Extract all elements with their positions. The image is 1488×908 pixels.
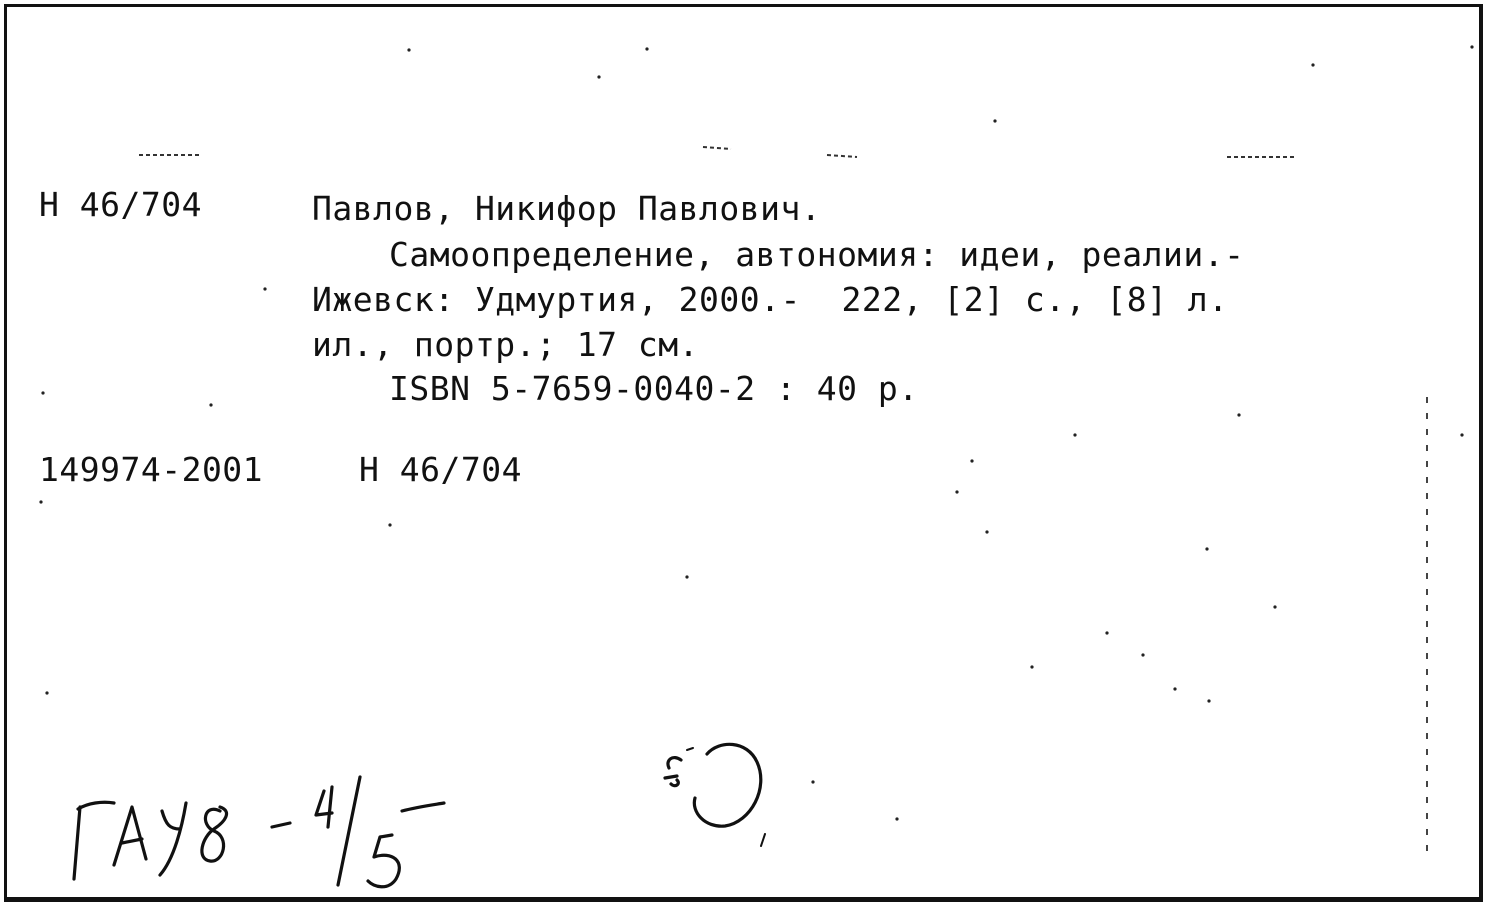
author-heading: Павлов, Никифор Павлович. xyxy=(312,189,822,228)
stamp-mark xyxy=(647,722,797,862)
shelfmark-bottom: H 46/704 xyxy=(359,450,522,489)
physical-description: ил., портр.; 17 см. xyxy=(312,325,699,364)
isbn-line: ISBN 5-7659-0040-2 : 40 р. xyxy=(389,369,919,408)
handwritten-note xyxy=(62,767,462,897)
catalog-card xyxy=(4,4,1483,902)
shelfmark-top: H 46/704 xyxy=(39,185,202,224)
imprint-line: Ижевск: Удмуртия, 2000.- 222, [2] с., [8] л. xyxy=(312,280,1229,319)
edge-line xyxy=(1425,397,1429,857)
title-line: Самоопределение, автономия: идеи, реалии.- xyxy=(389,235,1245,274)
accession-number: 149974-2001 xyxy=(39,450,264,489)
